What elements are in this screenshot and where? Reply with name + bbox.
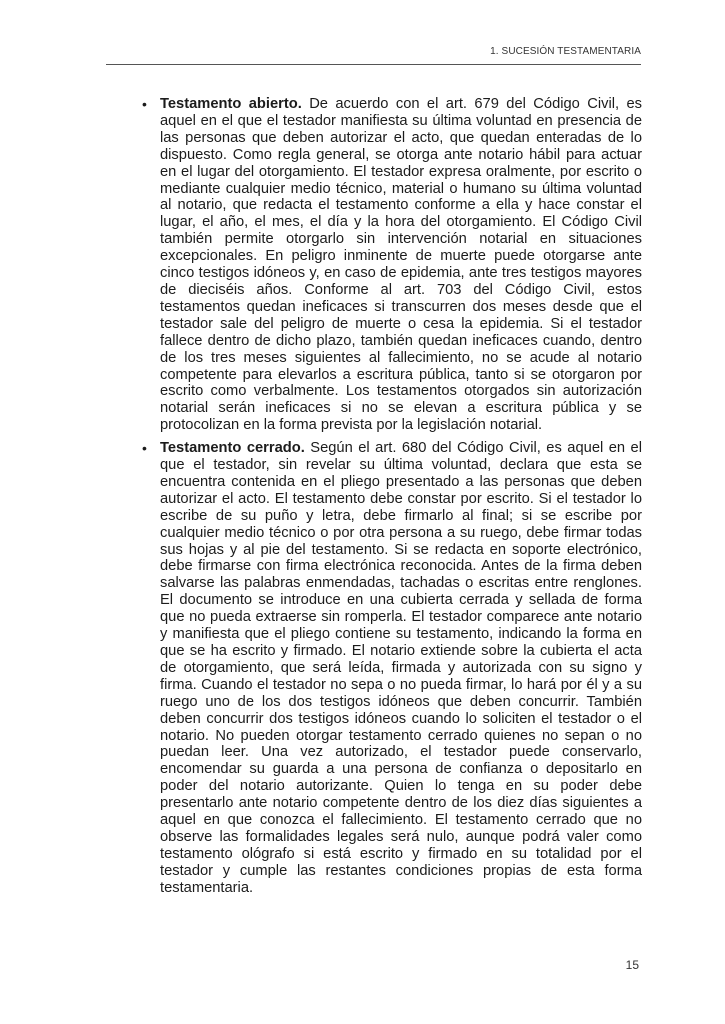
bullet-icon: • bbox=[142, 440, 147, 457]
item-term: Testamento cerrado. bbox=[160, 440, 305, 457]
item-term: Testamento abierto. bbox=[160, 96, 302, 112]
body-text bbox=[142, 96, 642, 897]
item-text: De acuerdo con el art. 679 del Código Civil, es aquel en el que el testador manifiesta su última voluntad en presencia de las personas que deben autorizar el acto, que quedan enteradas de lo dispuesto. Como regla general, se otorga ante notario hábil para actuar en el lugar del otorgamiento. El testador expresa oralmente, por escrito o mediante cualquier medio técnico, material o humano su última voluntad al notario, que redacta el testamento conforme a ella y hace constar el lugar, el año, el mes, el día y la hora del otorgamiento. El Código Civil también permite otorgarlo sin intervención notarial en situaciones excepcionales. En peligro inminente de muerte puede otorgarse ante cinco testigos idóneos y, en caso de epidemia, ante tres testigos mayores de dieciséis años. Conforme al art. 703 del Código Civil, estos testamentos quedan ineficaces si transcurren dos meses desde que el testador sale del peligro de muerte o cesa la epidemia. Si el testador fallece dentro de dicho plazo, también quedan ineficaces cuando, dentro de los tres meses siguientes al fallecimiento, no se acude al notario competente para elevarlos a escritura pública, tanto si se otorgaron por escrito como verbalmente. Los testamentos otorgados sin autorización notarial serán ineficaces si no se elevan a escritura pública y se protocolizan en la forma prevista por la legislación notarial. bbox=[160, 96, 642, 434]
header-divider bbox=[106, 64, 641, 65]
list-item-testamento-cerrado bbox=[142, 440, 642, 896]
list-item-testamento-abierto bbox=[142, 96, 642, 434]
page-number: 15 bbox=[625, 958, 639, 972]
bullet-icon: • bbox=[142, 96, 147, 112]
running-header: 1. SUCESIÓN TESTAMENTARIA bbox=[490, 46, 641, 57]
item-text: Según el art. 680 del Código Civil, es aquel en el que el testador, sin revelar su última voluntad, declara que esta se encuentra contenida en el pliego presentado a las personas que deben autorizar el acto. El testamento debe constar por escrito. Si el testador lo escribe de su puño y letra, debe firmarlo al final; si se escribe por cualquier medio técnico o por otra persona a su ruego, debe firmar todas sus hojas y al pie del testamento. Si se redacta en soporte electrónico, debe firmarse con firma electrónica reconocida. Antes de la firma deben salvarse las palabras enmendadas, tachadas o escritas entre renglones. El documento se introduce en una cubierta cerrada y sellada de forma que no pueda extraerse sin romperla. El testador comparece ante notario y manifiesta que el pliego contiene su testamento, indicando la forma en que se ha escrito y firmado. El notario extiende sobre la cubierta el acta de otorgamiento, que será leída, firmada y autorizada con su signo y firma. Cuando el testador no sepa o no pueda firmar, lo hará por él y a su ruego uno de los dos testigos idóneos que deben concurrir. También deben concurrir dos testigos idóneos cuando lo soliciten el testador o el notario. No pueden otorgar testamento cerrado quienes no sepan o no puedan leer. Una vez autorizado, el testador puede conservarlo, encomendar su guarda a una persona de confianza o depositarlo en poder del notario autorizante. Quien lo tenga en su poder debe presentarlo ante notario competente dentro de los diez días siguientes a aquel en que conozca el fallecimiento. El testamento cerrado que no observe las formalidades legales será nulo, aunque podrá valer como testamento ológrafo si está escrito y firmado en su totalidad por el testador y cumple las restantes condiciones propias de esta forma testamentaria. bbox=[160, 440, 642, 896]
